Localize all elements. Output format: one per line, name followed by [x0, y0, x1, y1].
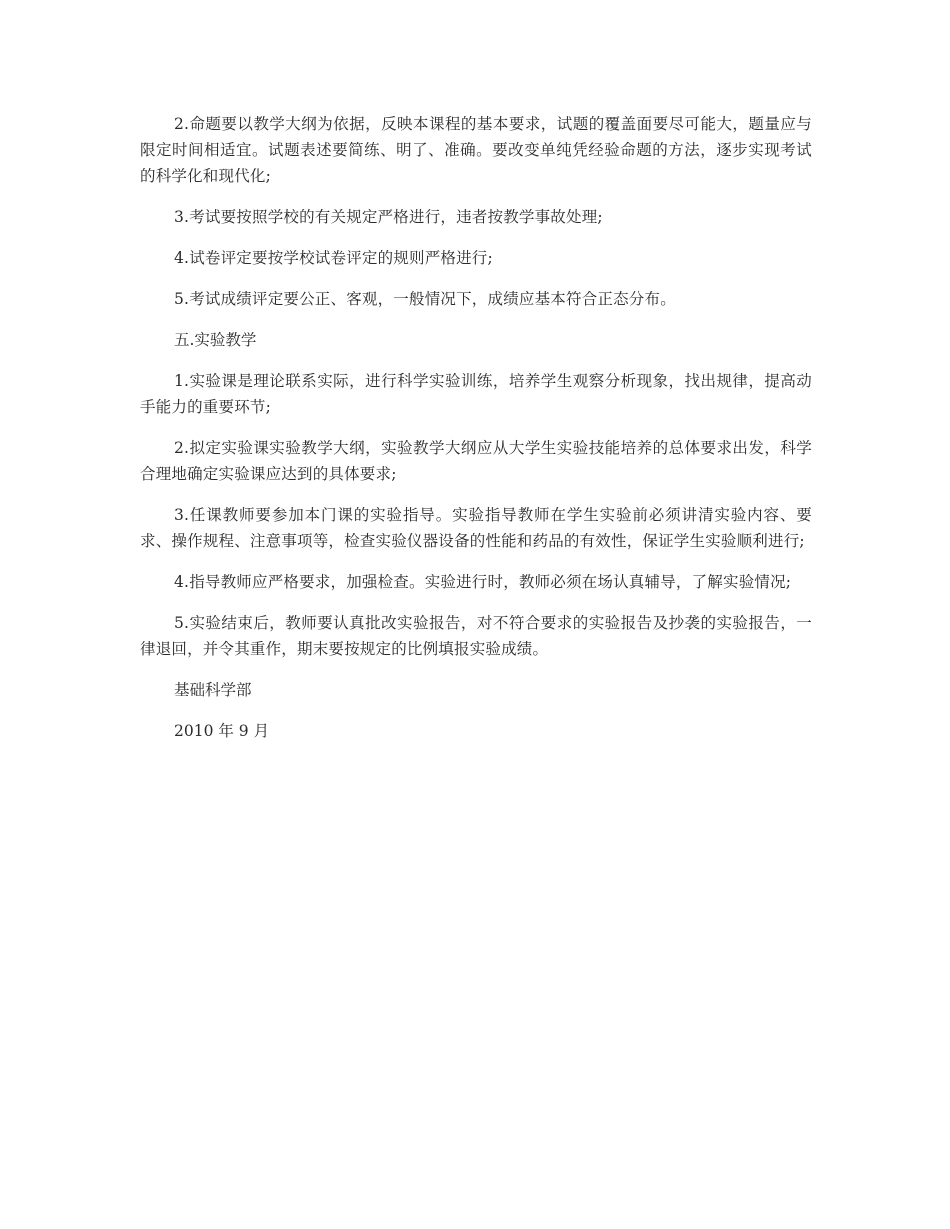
lab-item-4: 4.指导教师应严格要求，加强检查。实验进行时，教师必须在场认真辅导，了解实验情况; [174, 573, 792, 591]
exam-item-4: 4.试卷评定要按学校试卷评定的规则严格进行; [174, 249, 493, 267]
lab-item-1: 1.实验课是理论联系实际，进行科学实验训练，培养学生观察分析现象，找出规律，提高动手能力的重要环节; [140, 372, 812, 416]
lab-item-5: 5.实验结束后，教师要认真批改实验报告，对不符合要求的实验报告及抄袭的实验报告，一律退回，并令其重作，期末要按规定的比例填报实验成绩。 [140, 614, 812, 658]
signature-department: 基础科学部 [174, 681, 252, 699]
lab-item-3: 3.任课教师要参加本门课的实验指导。实验指导教师在学生实验前必须讲清实验内容、要求、操作规程、注意事项等，检查实验仪器设备的性能和药品的有效性，保证学生实验顺利进行; [140, 506, 812, 550]
exam-item-5: 5.考试成绩评定要公正、客观，一般情况下，成绩应基本符合正态分布。 [174, 290, 676, 308]
document-body [140, 111, 812, 759]
section-heading-lab-teaching: 五.实验教学 [174, 331, 257, 349]
exam-item-2: 2.命题要以教学大纲为依据，反映本课程的基本要求，试题的覆盖面要尽可能大，题量应与限定时间相适宜。试题表述要简练、明了、准确。要改变单纯凭经验命题的方法，逐步实现考试的科学化和现代化; [140, 115, 812, 185]
lab-item-2: 2.拟定实验课实验教学大纲，实验教学大纲应从大学生实验技能培养的总体要求出发，科学合理地确定实验课应达到的具体要求; [140, 439, 812, 483]
signature-date: 2010 年 9 月 [174, 722, 270, 740]
exam-item-3: 3.考试要按照学校的有关规定严格进行，违者按教学事故处理; [174, 208, 603, 226]
